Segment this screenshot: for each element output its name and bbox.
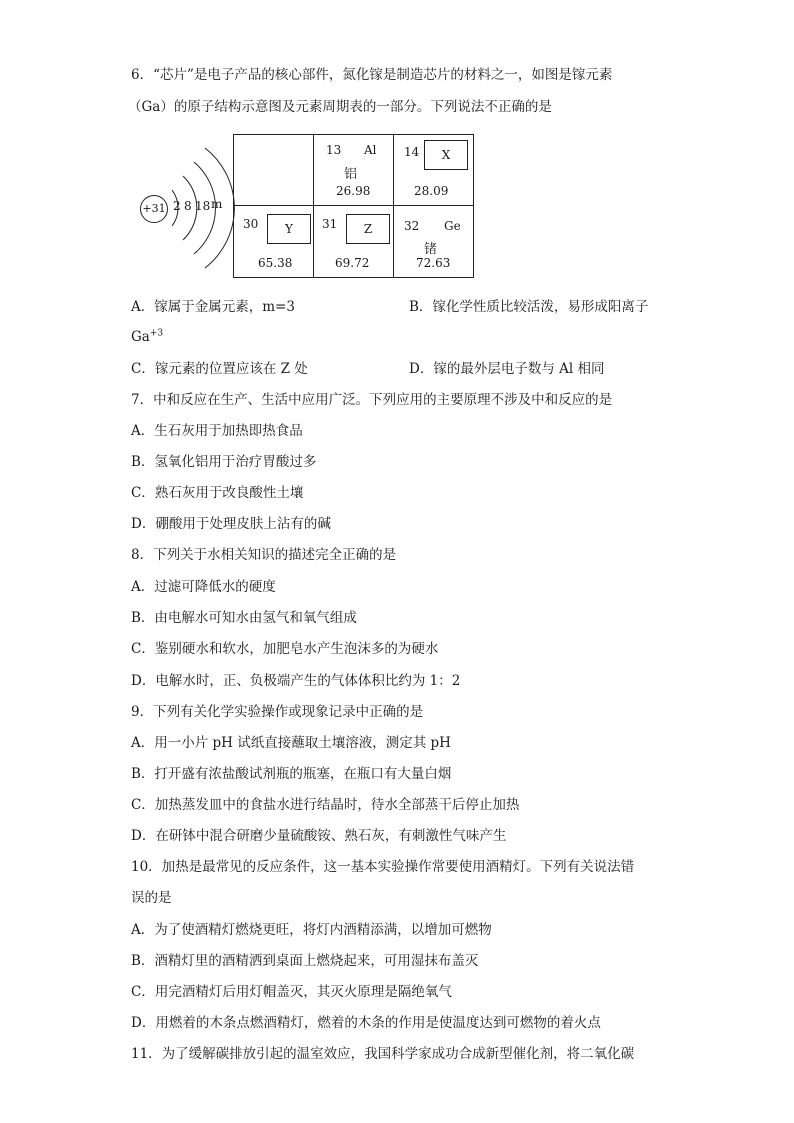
ge-number: 32 [404, 219, 420, 233]
y-number: 30 [243, 217, 259, 231]
q10-stem-line2: 误的是 [131, 890, 172, 906]
q7-option-d: D．硼酸用于处理皮肤上沾有的碱 [131, 516, 331, 532]
q6-option-b: B．镓化学性质比较活泼，易形成阳离子 [409, 299, 649, 315]
q11-stem-line1: 11．为了缓解碳排放引起的温室效应，我国科学家成功合成新型催化剂，将二氧化碳 [131, 1046, 635, 1062]
q6-option-d: D．镓的最外层电子数与 Al 相同 [409, 361, 605, 377]
shell-1-electrons: 2 [173, 199, 181, 213]
q8-option-b: B．由电解水可知水由氢气和氧气组成 [131, 610, 357, 626]
ge-mass: 72.63 [416, 256, 451, 270]
x-number: 14 [404, 145, 420, 159]
cell-z [314, 206, 393, 277]
y-mass: 65.38 [258, 256, 293, 270]
x-mass: 28.09 [414, 184, 449, 198]
q8-stem: 8．下列关于水相关知识的描述完全正确的是 [131, 547, 397, 563]
ga-ion-symbol: Ga [131, 329, 150, 345]
al-number: 13 [326, 143, 342, 157]
cell-x [394, 135, 473, 205]
al-mass: 26.98 [336, 184, 371, 198]
z-number: 31 [322, 217, 338, 231]
z-symbol-box: Z [346, 214, 390, 244]
cell-ge [394, 206, 473, 277]
q6-option-b-continued [131, 328, 163, 346]
q9-option-c: C．加热蒸发皿中的食盐水进行结晶时，待水全部蒸干后停止加热 [131, 797, 520, 813]
q6-stem-line1: 6．“芯片”是电子产品的核心部件，氮化镓是制造芯片的材料之一，如图是镓元素 [131, 67, 613, 83]
shell-3-electrons: 18 [195, 199, 211, 213]
shell-4-electrons: m [211, 197, 223, 211]
q8-option-d: D．电解水时，正、负极端产生的气体体积比约为 1：2 [131, 673, 461, 689]
atom-structure-diagram [136, 138, 236, 276]
ga-ion-charge: +3 [149, 328, 164, 339]
q8-option-c: C．鉴别硬水和软水，加肥皂水产生泡沫多的为硬水 [131, 641, 439, 657]
q6-stem-line2: （Ga）的原子结构示意图及元素周期表的一部分。下列说法不正确的是 [128, 99, 552, 115]
periodic-table-fragment [233, 134, 474, 278]
q10-option-c: C．用完酒精灯后用灯帽盖灭，其灭火原理是隔绝氧气 [131, 984, 452, 1000]
al-symbol: Al [364, 143, 377, 157]
z-mass: 69.72 [335, 256, 370, 270]
q7-option-a: A．生石灰用于加热即热食品 [131, 423, 303, 439]
shell-2-electrons: 8 [184, 199, 192, 213]
x-symbol-box: X [424, 140, 468, 170]
al-name: 铝 [344, 167, 358, 182]
q10-option-d: D．用燃着的木条点燃酒精灯，燃着的木条的作用是使温度达到可燃物的着火点 [131, 1015, 601, 1031]
y-symbol-box: Y [267, 214, 311, 244]
cell-al [314, 135, 393, 205]
q9-stem: 9．下列有关化学实验操作或现象记录中正确的是 [131, 704, 424, 720]
ge-name: 锗 [424, 242, 438, 257]
q9-option-b: B．打开盛有浓盐酸试剂瓶的瓶塞，在瓶口有大量白烟 [131, 766, 452, 782]
cell-y [234, 206, 313, 277]
q7-option-c: C．熟石灰用于改良酸性土壤 [131, 485, 304, 501]
q7-option-b: B．氢氧化铝用于治疗胃酸过多 [131, 454, 317, 470]
q8-option-a: A．过滤可降低水的硬度 [131, 579, 276, 595]
q9-option-d: D．在研钵中混合研磨少量硫酸铵、熟石灰，有刺激性气味产生 [131, 828, 507, 844]
nucleus: +31 [140, 195, 168, 223]
q10-stem-line1: 10．加热是最常见的反应条件，这一基本实验操作常要使用酒精灯。下列有关说法错 [131, 859, 635, 875]
q7-stem: 7．中和反应在生产、生活中应用广泛。下列应用的主要原理不涉及中和反应的是 [131, 392, 613, 408]
q9-option-a: A．用一小片 pH 试纸直接蘸取土壤溶液，测定其 pH [131, 735, 451, 751]
q6-option-a: A．镓属于金属元素，m=3 [131, 299, 295, 315]
q10-option-b: B．酒精灯里的酒精洒到桌面上燃烧起来，可用湿抹布盖灭 [131, 953, 479, 969]
q10-option-a: A．为了使酒精灯燃烧更旺，将灯内酒精添满，以增加可燃物 [131, 922, 492, 938]
ge-symbol: Ge [444, 219, 461, 233]
q6-option-c: C．镓元素的位置应该在 Z 处 [131, 361, 308, 377]
